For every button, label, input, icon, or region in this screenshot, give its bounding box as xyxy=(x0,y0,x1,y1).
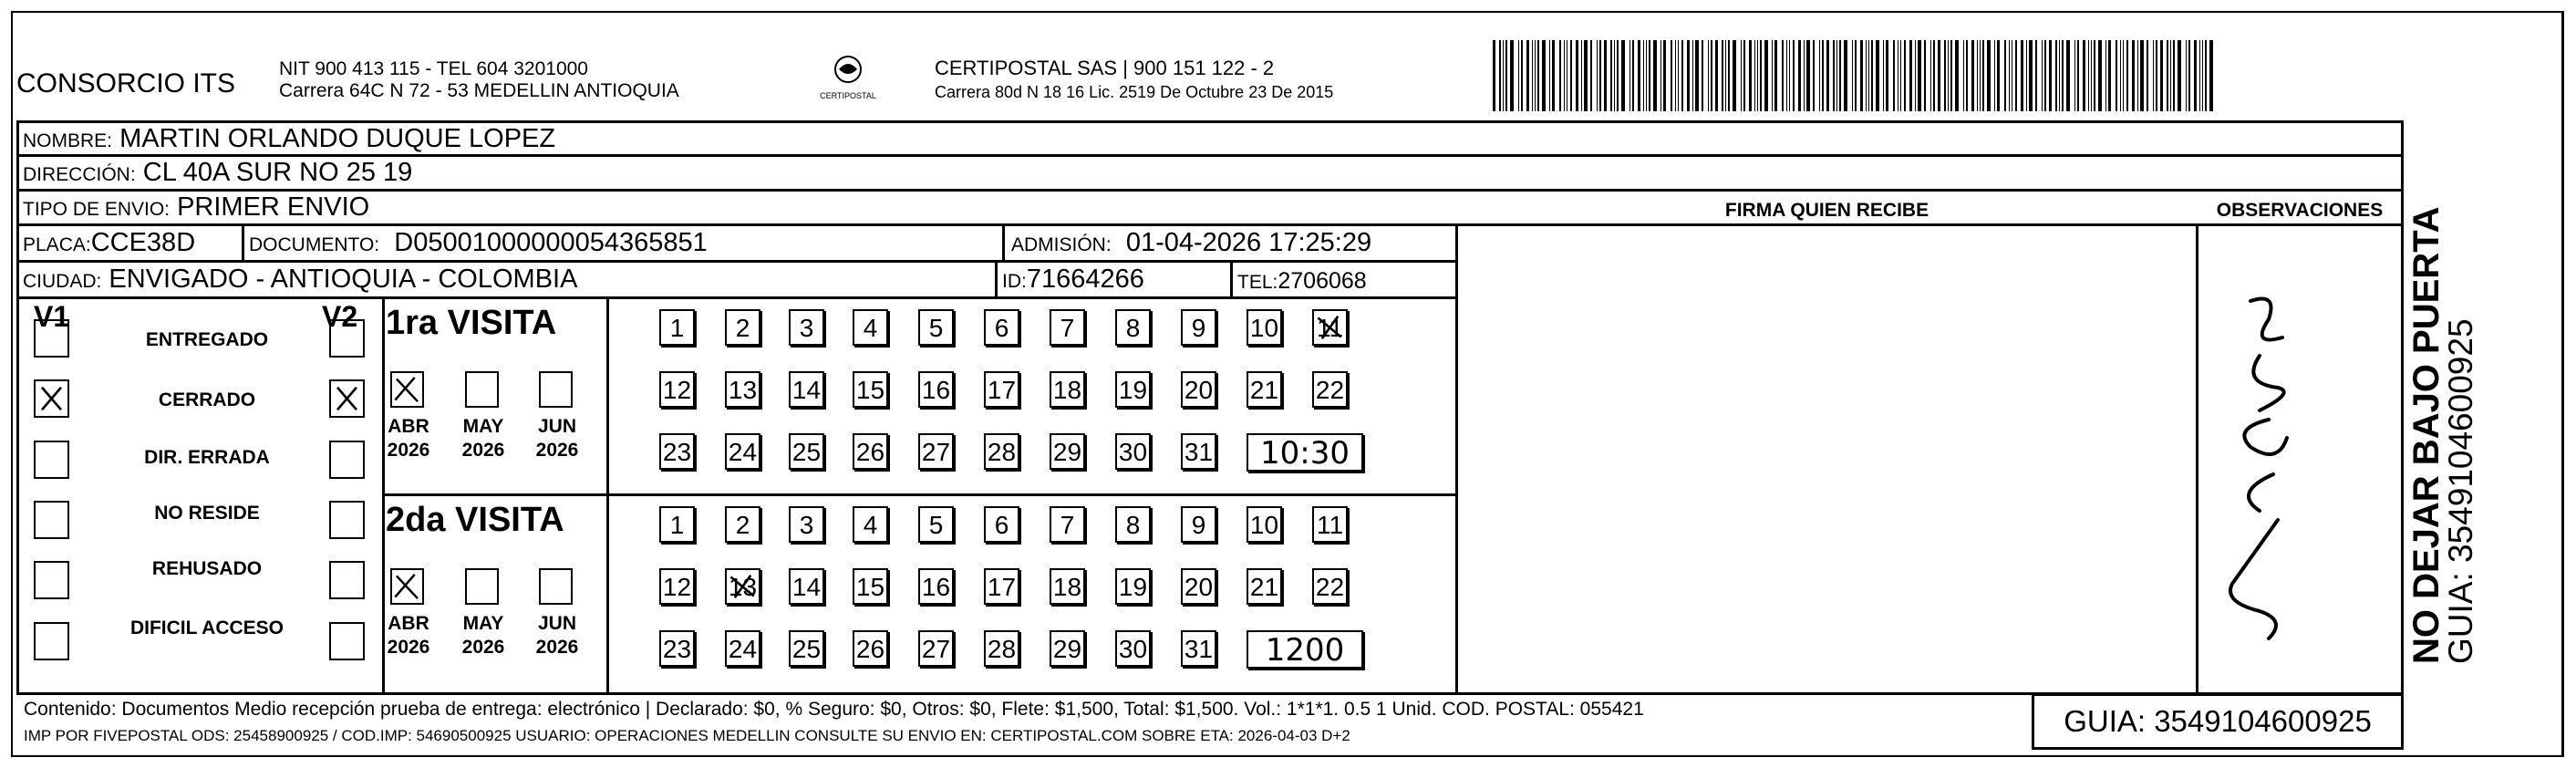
day-box[interactable]: 12 xyxy=(659,568,695,605)
day-box[interactable]: 5 xyxy=(918,506,954,543)
day-box[interactable]: 13 xyxy=(725,568,760,605)
day-box[interactable]: 1 xyxy=(659,309,695,346)
day-box[interactable]: 29 xyxy=(1050,630,1085,667)
day-box[interactable]: 10 xyxy=(1247,506,1282,543)
status-label: DIR. ERRADA xyxy=(144,447,270,468)
month-checkbox[interactable] xyxy=(539,568,573,605)
day-box[interactable]: 10 xyxy=(1247,309,1282,346)
month-checkbox[interactable] xyxy=(465,568,499,605)
day-box[interactable]: 22 xyxy=(1312,568,1348,605)
day-box[interactable]: 3 xyxy=(789,506,824,543)
side-guia: GUIA: 3549104600925 xyxy=(2442,318,2479,664)
direccion-field xyxy=(23,158,412,190)
day-box[interactable]: 26 xyxy=(853,433,888,470)
day-box[interactable]: 7 xyxy=(1050,309,1085,346)
day-box[interactable]: 16 xyxy=(918,568,954,605)
placa-value: CCE38D xyxy=(90,228,196,257)
day-box[interactable]: 12 xyxy=(659,371,695,408)
day-box[interactable]: 23 xyxy=(659,433,695,470)
month-label: ABR 2026 xyxy=(387,613,430,658)
day-box[interactable]: 1 xyxy=(659,506,695,543)
day-box[interactable]: 24 xyxy=(725,630,760,667)
tipo-value: PRIMER ENVIO xyxy=(177,192,370,222)
day-box[interactable]: 22 xyxy=(1312,371,1348,408)
guia-number: GUIA: 3549104600925 xyxy=(2032,693,2404,750)
status-label: ENTREGADO xyxy=(145,329,269,350)
admision-field xyxy=(1011,228,1371,260)
day-box[interactable]: 2 xyxy=(725,506,760,543)
day-box[interactable]: 2 xyxy=(725,309,760,346)
visit-time[interactable]: 10:30 xyxy=(1247,433,1363,472)
v1-header: V1 xyxy=(34,300,70,333)
id-field xyxy=(1002,265,1144,296)
status-v1-checkbox[interactable] xyxy=(34,379,69,418)
footer-imp: IMP POR FIVEPOSTAL ODS: 25458900925 / COD.IMP: 54690500925 USUARIO: OPERACIONES MEDELLIN CONSULTE SU ENVIO EN: CERTIPOSTAL.COM SOBRE ETA: 2026-04-03 D+2 xyxy=(24,727,1350,744)
status-v1-checkbox[interactable] xyxy=(34,501,69,539)
day-box[interactable]: 19 xyxy=(1115,568,1151,605)
tipo-field xyxy=(23,192,369,224)
day-box[interactable]: 30 xyxy=(1115,433,1151,470)
status-v2-checkbox[interactable] xyxy=(329,319,365,358)
day-box[interactable]: 7 xyxy=(1050,506,1085,543)
day-box[interactable]: 28 xyxy=(984,630,1019,667)
visit-title: 2da VISITA xyxy=(386,501,564,539)
day-box[interactable]: 27 xyxy=(918,630,954,667)
day-box[interactable]: 31 xyxy=(1181,433,1216,470)
placa-label: PLACA: xyxy=(23,234,91,255)
ciudad-value: ENVIGADO - ANTIOQUIA - COLOMBIA xyxy=(109,265,578,294)
day-box[interactable]: 24 xyxy=(725,433,760,470)
barcode xyxy=(1493,40,2218,111)
day-box[interactable]: 6 xyxy=(984,309,1019,346)
footer-contenido: Contenido: Documentos Medio recepción prueba de entrega: electrónico | Declarado: $0, % Seguro: $0, Otros: $0, Flete: $1,500, Total: $1,500. Vol.: 1*1*1. 0.5 1 Unid. COD. POSTAL: 055421 xyxy=(24,699,1644,720)
nombre-field xyxy=(23,124,555,156)
day-box[interactable]: 11 xyxy=(1312,506,1348,543)
day-box[interactable]: 8 xyxy=(1115,506,1151,543)
id-value: 71664266 xyxy=(1026,265,1144,294)
certipostal-logo xyxy=(812,51,885,106)
status-v1-checkbox[interactable] xyxy=(34,561,69,599)
day-box[interactable]: 23 xyxy=(659,630,695,667)
placa-field xyxy=(23,228,195,260)
documento-label: DOCUMENTO: xyxy=(249,234,380,255)
day-box[interactable]: 17 xyxy=(984,371,1019,408)
day-box[interactable]: 15 xyxy=(853,371,888,408)
cert-address-line: Carrera 80d N 18 16 Lic. 2519 De Octubre 23 De 2015 xyxy=(935,83,1334,101)
cert-line: CERTIPOSTAL SAS | 900 151 122 - 2 xyxy=(935,57,1275,79)
day-box[interactable]: 17 xyxy=(984,568,1019,605)
day-box[interactable]: 28 xyxy=(984,433,1019,470)
day-box[interactable]: 27 xyxy=(918,433,954,470)
day-box[interactable]: 9 xyxy=(1181,309,1216,346)
month-checkbox[interactable] xyxy=(390,568,424,605)
status-v2-checkbox[interactable] xyxy=(329,622,365,660)
day-box[interactable]: 25 xyxy=(789,433,824,470)
status-label: REHUSADO xyxy=(151,558,263,579)
day-box[interactable]: 20 xyxy=(1181,371,1216,408)
tel-label: TEL: xyxy=(1237,272,1278,293)
month-checkbox[interactable] xyxy=(390,371,424,408)
v2-header: V2 xyxy=(322,300,358,333)
nombre-label: NOMBRE: xyxy=(23,130,113,151)
month-label: MAY 2026 xyxy=(461,613,505,658)
day-box[interactable]: 4 xyxy=(853,309,888,346)
day-box[interactable]: 30 xyxy=(1115,630,1151,667)
day-box[interactable]: 26 xyxy=(853,630,888,667)
direccion-value: CL 40A SUR NO 25 19 xyxy=(142,158,413,187)
day-box[interactable]: 31 xyxy=(1181,630,1216,667)
status-v2-checkbox[interactable] xyxy=(329,501,365,539)
month-label: JUN 2026 xyxy=(535,613,579,658)
ciudad-field xyxy=(23,265,577,296)
day-box[interactable]: 5 xyxy=(918,309,954,346)
day-box[interactable]: 20 xyxy=(1181,568,1216,605)
month-label: JUN 2026 xyxy=(535,416,579,461)
status-v2-checkbox[interactable] xyxy=(329,379,365,418)
day-box[interactable]: 8 xyxy=(1115,309,1151,346)
documento-value: D05001000000054365851 xyxy=(394,228,708,257)
day-box[interactable]: 16 xyxy=(918,371,954,408)
day-box[interactable]: 29 xyxy=(1050,433,1085,470)
month-checkbox[interactable] xyxy=(465,371,499,408)
day-box[interactable]: 15 xyxy=(853,568,888,605)
documento-field xyxy=(249,228,708,260)
month-label: ABR 2026 xyxy=(387,416,430,461)
day-box[interactable]: 19 xyxy=(1115,371,1151,408)
status-v2-checkbox[interactable] xyxy=(329,561,365,599)
day-box[interactable]: 21 xyxy=(1247,568,1282,605)
certipostal-info xyxy=(935,57,1333,104)
ciudad-label: CIUDAD: xyxy=(23,271,102,292)
tipo-label: TIPO DE ENVIO: xyxy=(23,199,171,220)
status-v2-checkbox[interactable] xyxy=(329,441,365,479)
nombre-value: MARTIN ORLANDO DUQUE LOPEZ xyxy=(119,124,556,153)
company-name: CONSORCIO ITS xyxy=(16,68,236,99)
day-box[interactable]: 14 xyxy=(789,568,824,605)
observaciones-header: OBSERVACIONES xyxy=(2216,200,2384,221)
tel-value: 2706068 xyxy=(1278,268,1367,294)
day-box[interactable]: 13 xyxy=(725,371,760,408)
month-checkbox[interactable] xyxy=(539,371,573,408)
status-v1-checkbox[interactable] xyxy=(34,441,69,479)
day-box[interactable]: 18 xyxy=(1050,568,1085,605)
day-box[interactable]: 11 xyxy=(1312,309,1348,346)
tel-field xyxy=(1237,266,1367,297)
month-label: MAY 2026 xyxy=(461,416,505,461)
day-box[interactable]: 6 xyxy=(984,506,1019,543)
guide-table xyxy=(16,120,2404,695)
visit-title: 1ra VISITA xyxy=(386,304,557,342)
status-label: DIFICIL ACCESO xyxy=(129,618,284,638)
day-box[interactable]: 9 xyxy=(1181,506,1216,543)
signature xyxy=(2196,283,2333,648)
side-note xyxy=(2406,206,2479,664)
status-label: CERRADO xyxy=(158,389,256,410)
admision-label: ADMISIÓN: xyxy=(1011,234,1112,255)
direccion-label: DIRECCIÓN: xyxy=(23,164,136,185)
company-nit xyxy=(279,58,679,102)
id-label: ID: xyxy=(1002,271,1027,292)
svg-text:CERTIPOSTAL: CERTIPOSTAL xyxy=(820,91,876,100)
day-box[interactable]: 3 xyxy=(789,309,824,346)
day-box[interactable]: 18 xyxy=(1050,371,1085,408)
day-box[interactable]: 21 xyxy=(1247,371,1282,408)
day-box[interactable]: 4 xyxy=(853,506,888,543)
status-v1-checkbox[interactable] xyxy=(34,319,69,358)
status-label: NO RESIDE xyxy=(154,503,260,524)
nit-line: NIT 900 413 115 - TEL 604 3201000 xyxy=(279,58,588,79)
visit-time[interactable]: 1200 xyxy=(1247,630,1363,669)
address-line: Carrera 64C N 72 - 53 MEDELLIN ANTIOQUIA xyxy=(279,80,679,101)
side-warning: NO DEJAR BAJO PUERTA xyxy=(2406,206,2447,664)
day-box[interactable]: 25 xyxy=(789,630,824,667)
status-v1-checkbox[interactable] xyxy=(34,622,69,660)
firma-header: FIRMA QUIEN RECIBE xyxy=(1724,200,1929,221)
admision-value: 01-04-2026 17:25:29 xyxy=(1125,228,1372,257)
day-box[interactable]: 14 xyxy=(789,371,824,408)
